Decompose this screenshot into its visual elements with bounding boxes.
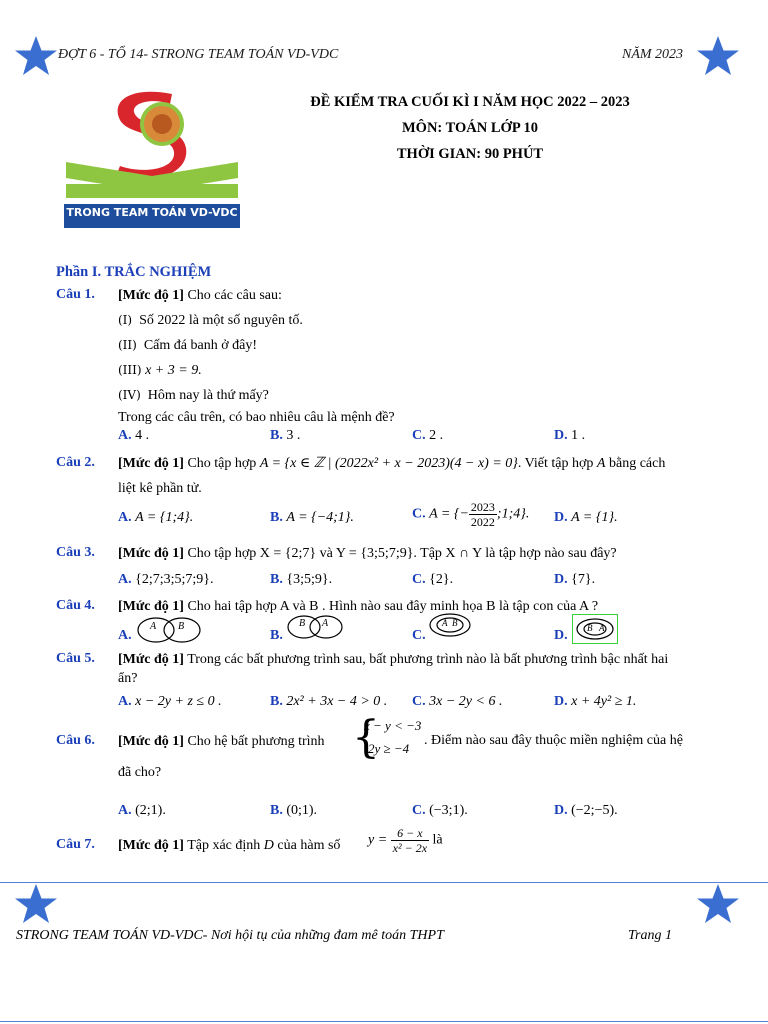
- question-text: [Mức độ 1] Cho tập hợp X = {2;7} và Y = {3;5;7;9}. Tập X ∩ Y là tập hợp nào sau đây?: [118, 546, 617, 561]
- option-b[interactable]: B. 3 .: [270, 428, 301, 443]
- venn-diagram-d[interactable]: B A: [572, 614, 618, 644]
- logo: [62, 86, 242, 231]
- star-icon: [14, 34, 58, 78]
- option-d[interactable]: D.: [554, 628, 568, 643]
- option-c[interactable]: C. (−3;1).: [412, 803, 468, 818]
- header-right: NĂM 2023: [622, 47, 684, 62]
- question-text: [Mức độ 1] Cho hệ bất phương trình: [118, 734, 325, 749]
- option-b[interactable]: B. (0;1).: [270, 803, 318, 818]
- question-text-cont: liệt kê phần tử.: [118, 481, 202, 496]
- option-d[interactable]: D. A = {1}.: [554, 510, 618, 525]
- option-a[interactable]: A. (2;1).: [118, 803, 166, 818]
- question-label: Câu 3.: [56, 545, 95, 560]
- function-expr: y = $\frac{6 - x}{\text{x² − 2x}}$ là: [368, 826, 443, 855]
- venn-diagram-c[interactable]: A B: [428, 612, 472, 643]
- star-icon: [14, 882, 58, 926]
- option-b[interactable]: B. 2x² + 3x − 4 > 0 .: [270, 694, 388, 709]
- brace-icon: {: [352, 712, 380, 763]
- option-b[interactable]: B. A = {−4;1}.: [270, 510, 354, 525]
- option-c[interactable]: C. {2}.: [412, 572, 454, 587]
- footer-left: STRONG TEAM TOÁN VD-VDC- Nơi hội tụ của những đam mê toán THPT: [16, 928, 444, 943]
- star-icon: [696, 34, 740, 78]
- question-label: Câu 4.: [56, 598, 95, 613]
- option-c[interactable]: C.: [412, 628, 426, 643]
- bottom-divider: [0, 1021, 768, 1022]
- question-text-cont: ẩn?: [118, 671, 138, 686]
- footer-divider: [0, 882, 768, 883]
- venn-diagram-b[interactable]: B A: [286, 614, 346, 645]
- header-left: ĐỢT 6 - TỔ 14- STRONG TEAM TOÁN VD-VDC: [58, 47, 339, 62]
- exam-time: THỜI GIAN: 90 PHÚT: [396, 146, 544, 162]
- question-text: [Mức độ 1] Cho hai tập hợp A và B . Hình nào sau đây minh họa B là tập con của A ?: [118, 599, 599, 614]
- list-item: (II) Cấm đá banh ở đây!: [118, 338, 257, 353]
- option-a[interactable]: A. A = {1;4}.: [118, 510, 194, 525]
- question-prompt: Trong các câu trên, có bao nhiêu câu là mệnh đề?: [118, 410, 395, 425]
- question-text: [Mức độ 1] Cho các câu sau:: [118, 288, 282, 303]
- option-a[interactable]: A.: [118, 628, 132, 643]
- question-text: [Mức độ 1] Cho tập hợp A = {x ∈ ℤ | (2022x² + x − 2023)(4 − x) = 0}. Viết tập hợp A bằng cách: [118, 456, 666, 471]
- option-a[interactable]: A. 4 .: [118, 428, 150, 443]
- option-a[interactable]: A. {2;7;3;5;7;9}.: [118, 572, 214, 587]
- question-label: Câu 7.: [56, 837, 95, 852]
- option-b[interactable]: B. {3;5;9}.: [270, 572, 333, 587]
- star-icon: [696, 882, 740, 926]
- question-label: Câu 5.: [56, 651, 95, 666]
- question-text: [Mức độ 1] Tập xác định D của hàm số: [118, 838, 341, 853]
- option-d[interactable]: D. x + 4y² ≥ 1.: [554, 694, 637, 709]
- option-d[interactable]: D. (−2;−5).: [554, 803, 618, 818]
- option-c[interactable]: C. A = {− $\frac{2023}{2022}$ ;1;4}.: [412, 500, 530, 529]
- question-label: Câu 6.: [56, 733, 95, 748]
- option-d[interactable]: D. 1 .: [554, 428, 586, 443]
- option-c[interactable]: C. 3x − 2y < 6 .: [412, 694, 503, 709]
- list-item: (I) Số 2022 là một số nguyên tố.: [118, 313, 303, 328]
- section-title: Phần I. TRẮC NGHIỆM: [56, 264, 212, 280]
- list-item: (IV) Hôm nay là thứ mấy?: [118, 388, 269, 403]
- question-text-cont: đã cho?: [118, 765, 162, 780]
- option-a[interactable]: A. x − 2y + z ≤ 0 .: [118, 694, 222, 709]
- logo-text: TRONG TEAM TOÁN VD-VDC: [66, 206, 238, 219]
- option-d[interactable]: D. {7}.: [554, 572, 596, 587]
- question-label: Câu 2.: [56, 455, 95, 470]
- venn-diagram-a[interactable]: A B: [136, 616, 204, 649]
- list-item: (III) x + 3 = 9.: [118, 363, 202, 378]
- question-text: [Mức độ 1] Trong các bất phương trình sau, bất phương trình nào là bất phương trình bậc nhất hai: [118, 652, 669, 667]
- footer-page: Trang 1: [628, 928, 672, 943]
- exam-subject: MÔN: TOÁN LỚP 10: [401, 120, 538, 136]
- exam-title: ĐỀ KIỂM TRA CUỐI KÌ I NĂM HỌC 2022 – 2023: [310, 94, 630, 110]
- question-label: Câu 1.: [56, 287, 95, 302]
- question-text-cont: . Điểm nào sau đây thuộc miền nghiệm của hệ: [424, 733, 683, 748]
- option-b[interactable]: B.: [270, 628, 283, 643]
- option-c[interactable]: C. 2 .: [412, 428, 444, 443]
